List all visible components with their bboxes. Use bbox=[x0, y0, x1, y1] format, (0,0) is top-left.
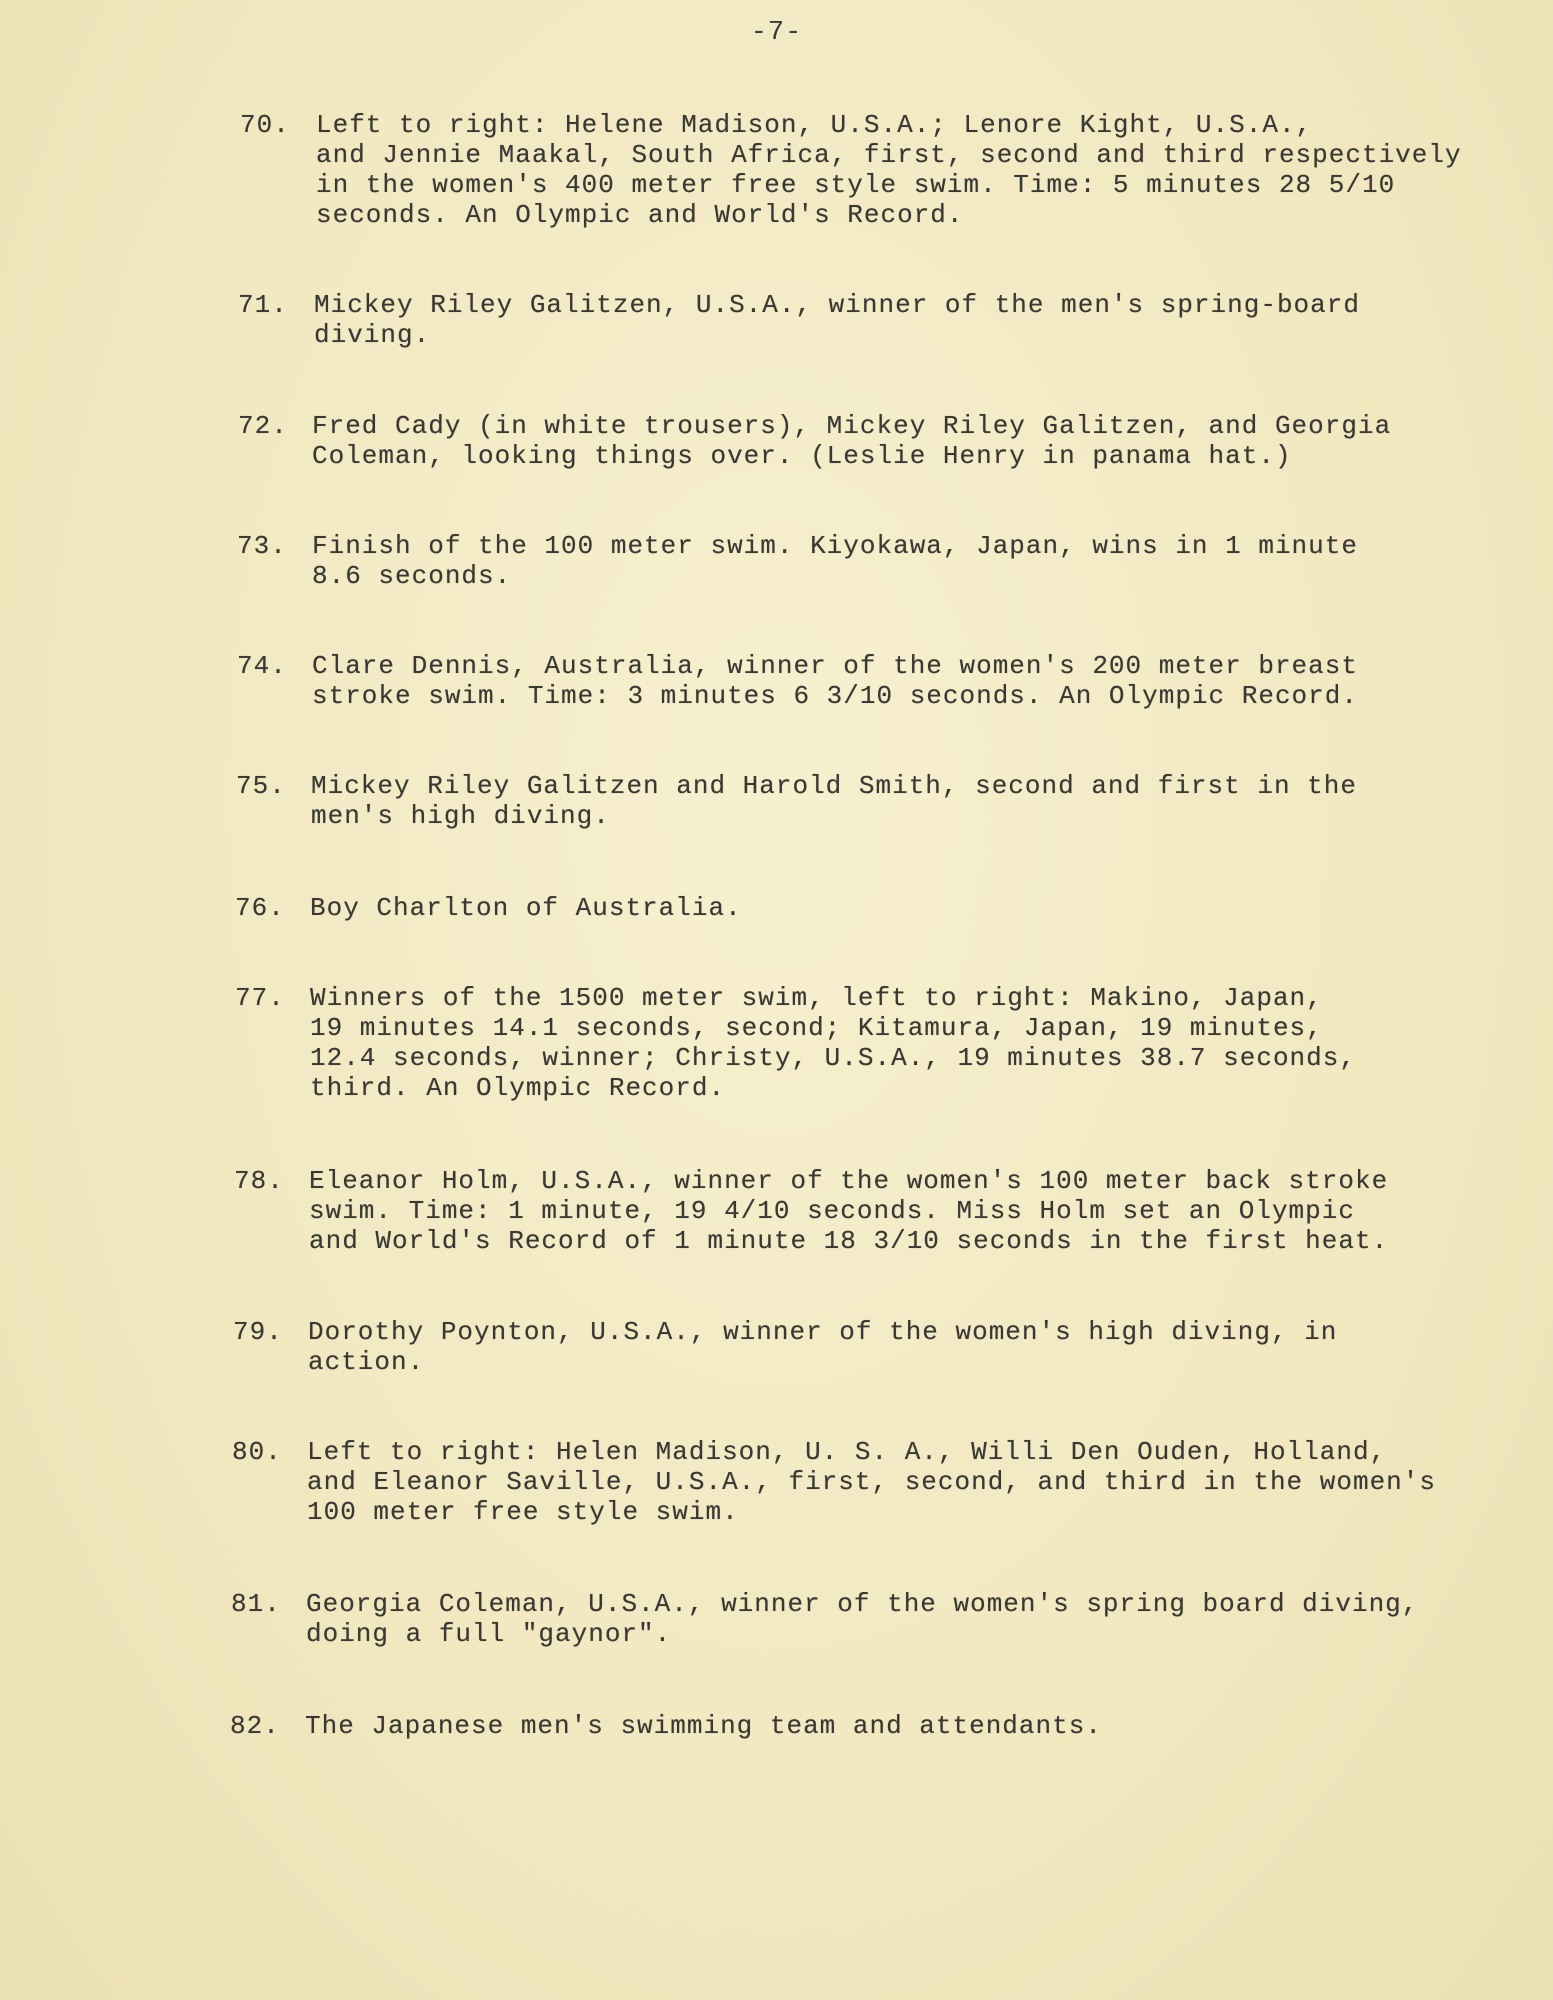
entry-text bbox=[308, 1317, 1337, 1377]
entry-text bbox=[310, 983, 1356, 1103]
entry-line: Left to right: Helen Madison, U. S. A., Willi Den Ouden, Holland, bbox=[307, 1437, 1387, 1467]
entry-number: 82. bbox=[230, 1711, 280, 1741]
entry-line: Fred Cady (in white trousers), Mickey Riley Galitzen, and Georgia bbox=[312, 411, 1392, 441]
entry-line: The Japanese men's swimming team and attendants. bbox=[305, 1711, 1102, 1741]
entry-line: and Eleanor Saville, U.S.A., first, second, and third in the women's bbox=[307, 1467, 1436, 1497]
entry-line: 8.6 seconds. bbox=[312, 561, 512, 591]
entry-number: 79. bbox=[233, 1317, 283, 1347]
entry-line: Winners of the 1500 meter swim, left to right: Makino, Japan, bbox=[310, 983, 1323, 1013]
entry-line: Boy Charlton of Australia. bbox=[310, 893, 742, 923]
entry-line: seconds. An Olympic and World's Record. bbox=[316, 200, 964, 230]
entry-text bbox=[311, 771, 1357, 831]
entry-line: 12.4 seconds, winner; Christy, U.S.A., 19 minutes 38.7 seconds, bbox=[310, 1043, 1356, 1073]
entry-text bbox=[312, 531, 1358, 591]
entry-number: 70. bbox=[240, 110, 290, 140]
entry-line: swim. Time: 1 minute, 19 4/10 seconds. Miss Holm set an Olympic bbox=[309, 1196, 1355, 1226]
entry-line: Clare Dennis, Australia, winner of the women's 200 meter breast bbox=[312, 651, 1358, 681]
entry-line: action. bbox=[308, 1347, 425, 1377]
entry-line: and World's Record of 1 minute 18 3/10 seconds in the first heat. bbox=[309, 1226, 1389, 1256]
entry-number: 78. bbox=[234, 1166, 284, 1196]
entry-text bbox=[314, 290, 1360, 350]
entry-line: Coleman, looking things over. (Leslie Henry in panama hat.) bbox=[312, 441, 1292, 471]
entry-line: men's high diving. bbox=[311, 801, 610, 831]
entry-line: Georgia Coleman, U.S.A., winner of the women's spring board diving, bbox=[306, 1589, 1419, 1619]
entry-line: in the women's 400 meter free style swim. Time: 5 minutes 28 5/10 bbox=[316, 170, 1396, 200]
entry-text bbox=[312, 411, 1391, 471]
entry-number: 73. bbox=[237, 531, 287, 561]
entry-number: 71. bbox=[238, 290, 288, 320]
entry-number: 80. bbox=[232, 1437, 282, 1467]
entry-line: Mickey Riley Galitzen, U.S.A., winner of the men's spring-board bbox=[314, 290, 1360, 320]
entry-line: diving. bbox=[314, 320, 431, 350]
entry-line: third. An Olympic Record. bbox=[310, 1073, 726, 1103]
page-number: -7- bbox=[750, 18, 803, 48]
entry-text bbox=[310, 893, 742, 923]
entry-line: Left to right: Helene Madison, U.S.A.; Lenore Kight, U.S.A., bbox=[316, 110, 1313, 140]
entry-number: 74. bbox=[237, 651, 287, 681]
entry-line: Dorothy Poynton, U.S.A., winner of the women's high diving, in bbox=[308, 1317, 1338, 1347]
entry-text bbox=[305, 1711, 1102, 1741]
entry-text bbox=[309, 1166, 1388, 1256]
entry-text bbox=[307, 1437, 1436, 1527]
entry-line: Eleanor Holm, U.S.A., winner of the women's 100 meter back stroke bbox=[309, 1166, 1389, 1196]
entry-line: Mickey Riley Galitzen and Harold Smith, second and first in the bbox=[311, 771, 1357, 801]
entry-line: 100 meter free style swim. bbox=[307, 1497, 739, 1527]
entry-text bbox=[306, 1589, 1418, 1649]
entry-line: and Jennie Maakal, South Africa, first, second and third respectively bbox=[316, 140, 1462, 170]
entry-text bbox=[312, 651, 1358, 711]
entry-number: 75. bbox=[236, 771, 286, 801]
entry-number: 72. bbox=[238, 411, 288, 441]
entry-line: Finish of the 100 meter swim. Kiyokawa, Japan, wins in 1 minute bbox=[312, 531, 1358, 561]
entry-number: 76. bbox=[235, 893, 285, 923]
entry-line: doing a full "gaynor". bbox=[306, 1619, 672, 1649]
entry-line: 19 minutes 14.1 seconds, second; Kitamura, Japan, 19 minutes, bbox=[310, 1013, 1323, 1043]
entry-text bbox=[316, 110, 1462, 230]
entry-line: stroke swim. Time: 3 minutes 6 3/10 seconds. An Olympic Record. bbox=[312, 681, 1358, 711]
entry-number: 77. bbox=[235, 983, 285, 1013]
entry-number: 81. bbox=[231, 1589, 281, 1619]
